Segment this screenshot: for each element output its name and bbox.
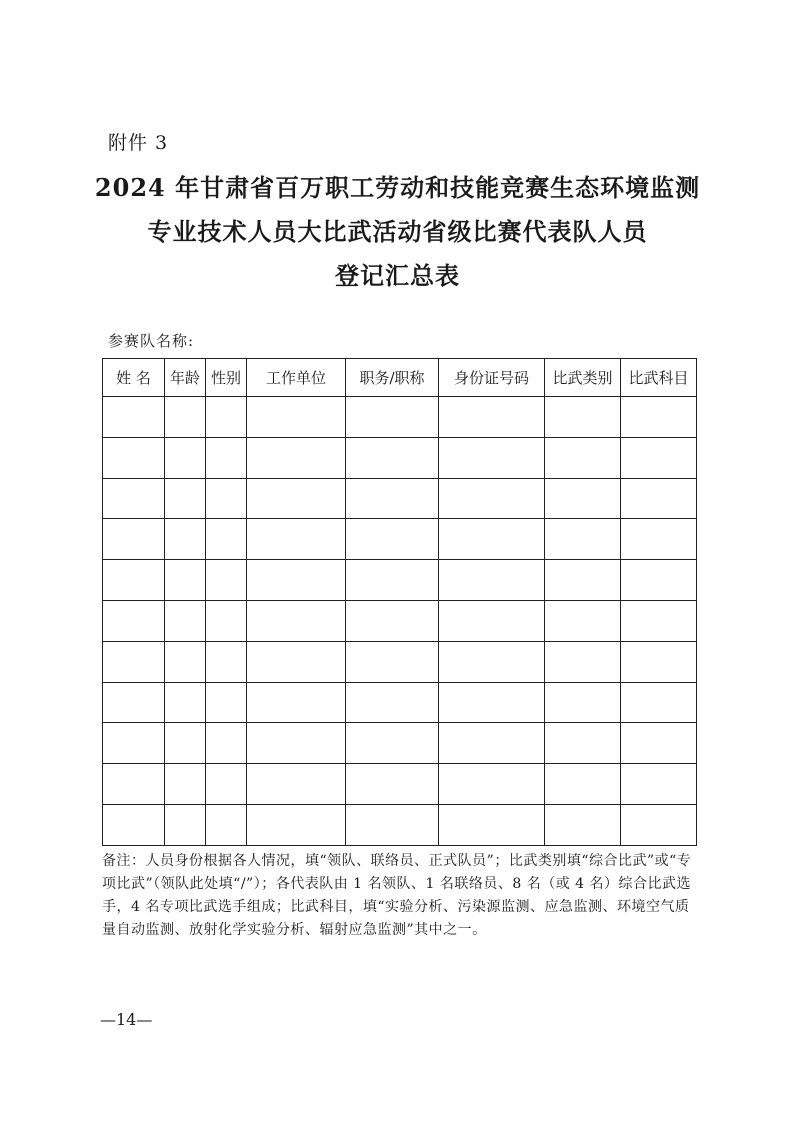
cell-workplace[interactable] [247, 478, 346, 519]
cell-name[interactable] [103, 519, 165, 560]
table-row [103, 397, 697, 438]
cell-competition-category[interactable] [545, 478, 621, 519]
cell-workplace[interactable] [247, 804, 346, 845]
cell-position-title[interactable] [346, 437, 439, 478]
cell-name[interactable] [103, 804, 165, 845]
cell-position-title[interactable] [346, 804, 439, 845]
col-header-name: 姓 名 [103, 359, 165, 397]
cell-id-number[interactable] [439, 641, 545, 682]
cell-competition-subject[interactable] [621, 723, 697, 764]
cell-id-number[interactable] [439, 764, 545, 805]
cell-workplace[interactable] [247, 560, 346, 601]
cell-gender[interactable] [206, 560, 247, 601]
cell-age[interactable] [165, 723, 206, 764]
cell-name[interactable] [103, 641, 165, 682]
cell-age[interactable] [165, 560, 206, 601]
cell-name[interactable] [103, 397, 165, 438]
cell-name[interactable] [103, 478, 165, 519]
cell-position-title[interactable] [346, 397, 439, 438]
cell-competition-category[interactable] [545, 600, 621, 641]
cell-gender[interactable] [206, 682, 247, 723]
cell-competition-subject[interactable] [621, 804, 697, 845]
cell-id-number[interactable] [439, 804, 545, 845]
team-name-label: 参赛队名称: [108, 332, 195, 350]
cell-position-title[interactable] [346, 723, 439, 764]
cell-competition-category[interactable] [545, 804, 621, 845]
col-header-competition-subject: 比武科目 [621, 359, 697, 397]
cell-position-title[interactable] [346, 478, 439, 519]
cell-workplace[interactable] [247, 723, 346, 764]
cell-competition-subject[interactable] [621, 397, 697, 438]
cell-competition-subject[interactable] [621, 764, 697, 805]
cell-age[interactable] [165, 478, 206, 519]
cell-name[interactable] [103, 682, 165, 723]
document-title-line3: 登记汇总表 [335, 261, 460, 290]
cell-competition-category[interactable] [545, 560, 621, 601]
table-row [103, 723, 697, 764]
table-row [103, 560, 697, 601]
cell-age[interactable] [165, 519, 206, 560]
cell-age[interactable] [165, 600, 206, 641]
page-number: —14— [100, 1010, 153, 1029]
table-row [103, 519, 697, 560]
cell-position-title[interactable] [346, 764, 439, 805]
cell-competition-subject[interactable] [621, 641, 697, 682]
cell-age[interactable] [165, 437, 206, 478]
cell-position-title[interactable] [346, 560, 439, 601]
table-row [103, 764, 697, 805]
cell-competition-category[interactable] [545, 641, 621, 682]
cell-gender[interactable] [206, 804, 247, 845]
table-row [103, 641, 697, 682]
cell-competition-category[interactable] [545, 519, 621, 560]
remarks-note: 备注：人员身份根据各人情况，填“领队、联络员、正式队员”；比武类别填“综合比武”或“专项比武”（领队此处填“/”）；各代表队由 1 名领队、1 名联络员、8 名（或 4 名）综合比武选手，4 名专项比武选手组成；比武科目，填“实验分析、污染源监测、应急监测、环境空气质量自动监测、放射化学实验分析、辐射应急监测”其中之一。 [102, 853, 692, 938]
cell-gender[interactable] [206, 437, 247, 478]
table-header-row [103, 359, 697, 397]
cell-competition-category[interactable] [545, 723, 621, 764]
cell-workplace[interactable] [247, 600, 346, 641]
attachment-label: 附件 3 [108, 132, 169, 154]
cell-position-title[interactable] [346, 682, 439, 723]
cell-id-number[interactable] [439, 682, 545, 723]
table-body [103, 397, 697, 846]
document-title-line2: 专业技术人员大比武活动省级比赛代表队人员 [147, 217, 648, 246]
cell-gender[interactable] [206, 397, 247, 438]
cell-competition-category[interactable] [545, 682, 621, 723]
cell-age[interactable] [165, 764, 206, 805]
cell-id-number[interactable] [439, 478, 545, 519]
cell-competition-category[interactable] [545, 397, 621, 438]
cell-gender[interactable] [206, 764, 247, 805]
cell-competition-subject[interactable] [621, 600, 697, 641]
col-header-gender: 性别 [206, 359, 247, 397]
cell-workplace[interactable] [247, 437, 346, 478]
cell-position-title[interactable] [346, 641, 439, 682]
cell-workplace[interactable] [247, 397, 346, 438]
cell-competition-category[interactable] [545, 437, 621, 478]
cell-gender[interactable] [206, 641, 247, 682]
cell-competition-subject[interactable] [621, 478, 697, 519]
cell-id-number[interactable] [439, 397, 545, 438]
col-header-id-number: 身份证号码 [439, 359, 545, 397]
cell-age[interactable] [165, 682, 206, 723]
col-header-position-title: 职务/职称 [346, 359, 439, 397]
cell-id-number[interactable] [439, 600, 545, 641]
table-row [103, 600, 697, 641]
cell-name[interactable] [103, 764, 165, 805]
cell-name[interactable] [103, 560, 165, 601]
cell-id-number[interactable] [439, 560, 545, 601]
registration-table [102, 358, 697, 846]
table-row [103, 478, 697, 519]
cell-workplace[interactable] [247, 682, 346, 723]
cell-gender[interactable] [206, 478, 247, 519]
cell-name[interactable] [103, 437, 165, 478]
cell-id-number[interactable] [439, 723, 545, 764]
cell-competition-category[interactable] [545, 764, 621, 805]
cell-id-number[interactable] [439, 519, 545, 560]
table-row [103, 682, 697, 723]
cell-workplace[interactable] [247, 519, 346, 560]
cell-age[interactable] [165, 641, 206, 682]
cell-competition-subject[interactable] [621, 519, 697, 560]
cell-age[interactable] [165, 804, 206, 845]
cell-position-title[interactable] [346, 519, 439, 560]
cell-id-number[interactable] [439, 437, 545, 478]
cell-competition-subject[interactable] [621, 437, 697, 478]
cell-competition-subject[interactable] [621, 560, 697, 601]
cell-name[interactable] [103, 600, 165, 641]
document-title-line1: 2024 年甘肃省百万职工劳动和技能竞赛生态环境监测 [94, 173, 701, 202]
cell-workplace[interactable] [247, 764, 346, 805]
col-header-competition-category: 比武类别 [545, 359, 621, 397]
col-header-workplace: 工作单位 [247, 359, 346, 397]
cell-position-title[interactable] [346, 600, 439, 641]
table-row [103, 437, 697, 478]
cell-gender[interactable] [206, 723, 247, 764]
cell-age[interactable] [165, 397, 206, 438]
cell-gender[interactable] [206, 519, 247, 560]
table-row [103, 804, 697, 845]
col-header-age: 年龄 [165, 359, 206, 397]
cell-competition-subject[interactable] [621, 682, 697, 723]
cell-gender[interactable] [206, 600, 247, 641]
cell-name[interactable] [103, 723, 165, 764]
cell-workplace[interactable] [247, 641, 346, 682]
